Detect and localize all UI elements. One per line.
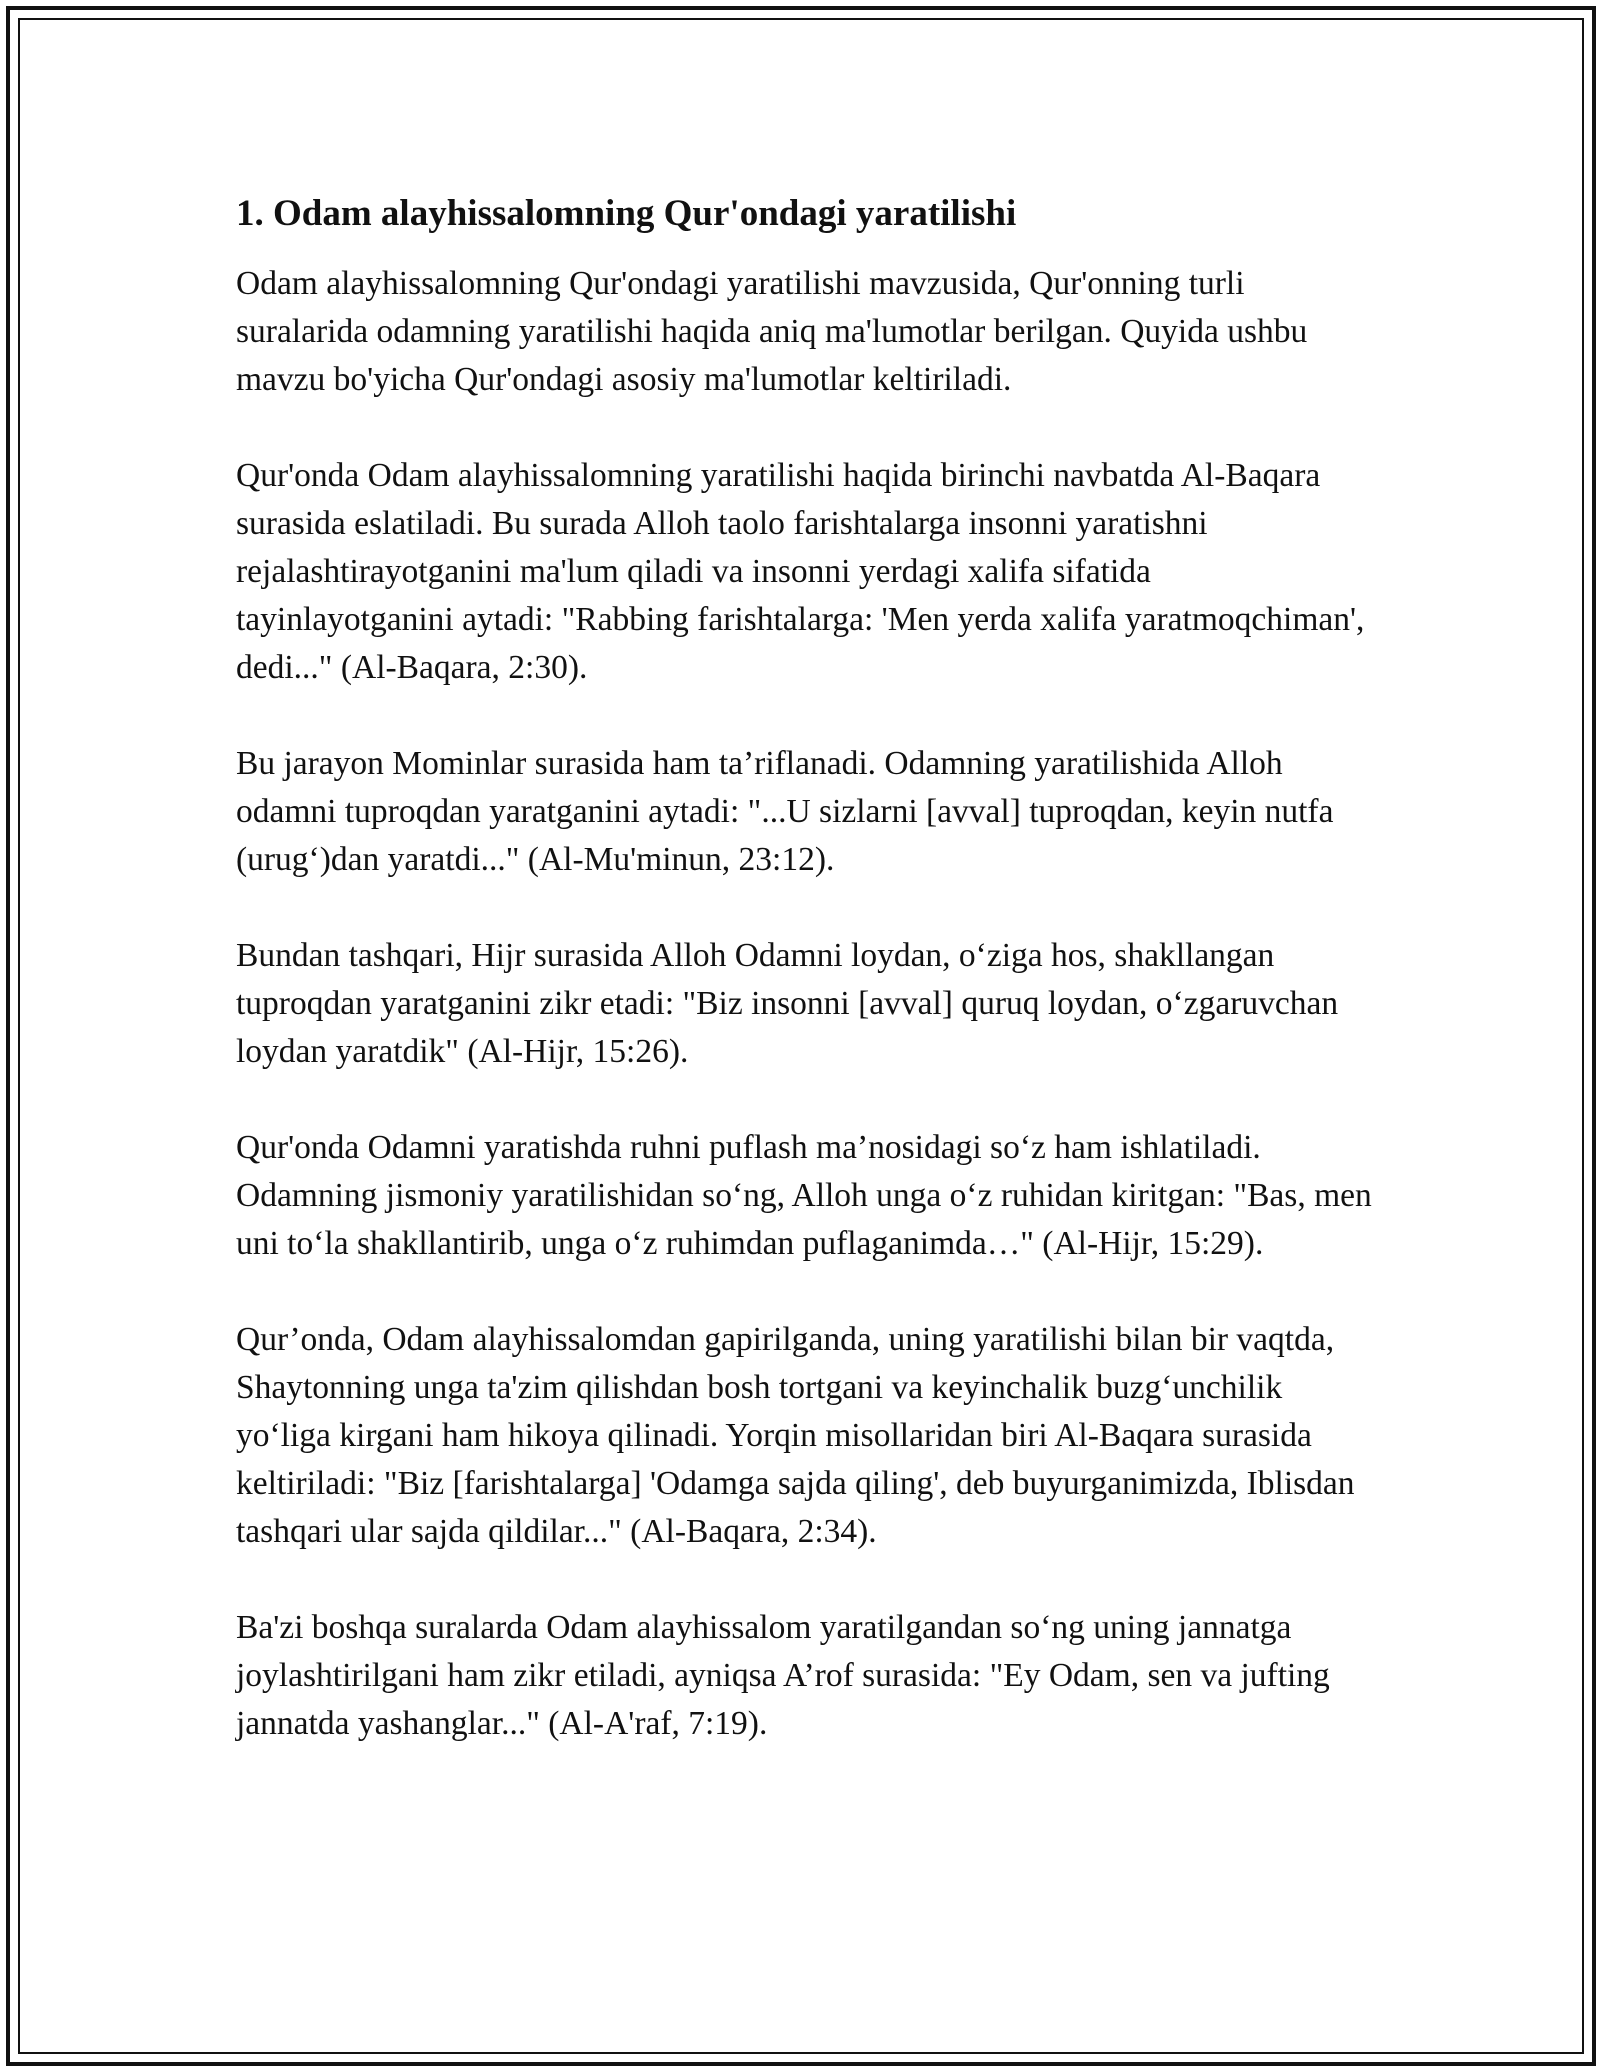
paragraph-mominlar: Bu jarayon Mominlar surasida ham ta’riflanadi. Odamning yaratilishida Alloh odamni tuproqdan yaratganini aytadi: "...U sizlarni [avval] tuproqdan, keyin nutfa (urug‘)dan yaratdi..." (Al-Mu'minun, 23:12).	[236, 745, 1334, 878]
paragraph-hijr: Bundan tashqari, Hijr surasida Alloh Odamni loydan, o‘ziga hos, shakllangan tuproqdan yaratganini zikr etadi: "Biz insonni [avval] quruq loydan, o‘zgaruvchan loydan yaratdik" (Al-Hijr, 15:26).	[236, 937, 1339, 1070]
section-heading: 1. Odam alayhissalomning Qur'ondagi yaratilishi	[236, 193, 1017, 234]
paragraph-ruh: Qur'onda Odamni yaratishda ruhni puflash ma’nosidagi so‘z ham ishlatiladi. Odamning jismoniy yaratilishidan so‘ng, Alloh unga o‘z ruhidan kiritgan: "Bas, men uni to‘la shakllantirib, unga o‘z ruhimdan puflaganimda…" (Al-Hijr, 15:29).	[236, 1129, 1372, 1262]
paragraph-intro: Odam alayhissalomning Qur'ondagi yaratilishi mavzusida, Qur'onning turli suralarida odamning yaratilishi haqida aniq ma'lumotlar berilgan. Quyida ushbu mavzu bo'yicha Qur'ondagi asosiy ma'lumotlar keltiriladi.	[236, 265, 1308, 398]
paragraph-al-baqara: Qur'onda Odam alayhissalomning yaratilishi haqida birinchi navbatda Al-Baqara surasida eslatiladi. Bu surada Alloh taolo farishtalarga insonni yaratishni rejalashtirayotganini ma'lum qiladi va insonni yerdagi xalifa sifatida tayinlayotganini aytadi: "Rabbing farishtalarga: 'Men yerda xalifa yaratmoqchiman', dedi..." (Al-Baqara, 2:30).	[236, 457, 1365, 686]
paragraph-shayton: Qur’onda, Odam alayhissalomdan gapirilganda, uning yaratilishi bilan bir vaqtda, Shaytonning unga ta'zim qilishdan bosh tortgani va keyinchalik buzg‘unchilik yo‘liga kirgani ham hikoya qilinadi. Yorqin misollaridan biri Al-Baqara surasida keltiriladi: "Biz [farishtalarga] 'Odamga sajda qiling', deb buyurganimizda, Iblisdan tashqari ular sajda qildilar..." (Al-Baqara, 2:34).	[236, 1321, 1355, 1550]
paragraph-jannat: Ba'zi boshqa suralarda Odam alayhissalom yaratilgandan so‘ng uning jannatga joylashtirilgani ham zikr etiladi, ayniqsa A’rof surasida: "Ey Odam, sen va jufting jannatda yashanglar..." (Al-A'raf, 7:19).	[236, 1609, 1330, 1742]
document-body	[236, 186, 1376, 1796]
